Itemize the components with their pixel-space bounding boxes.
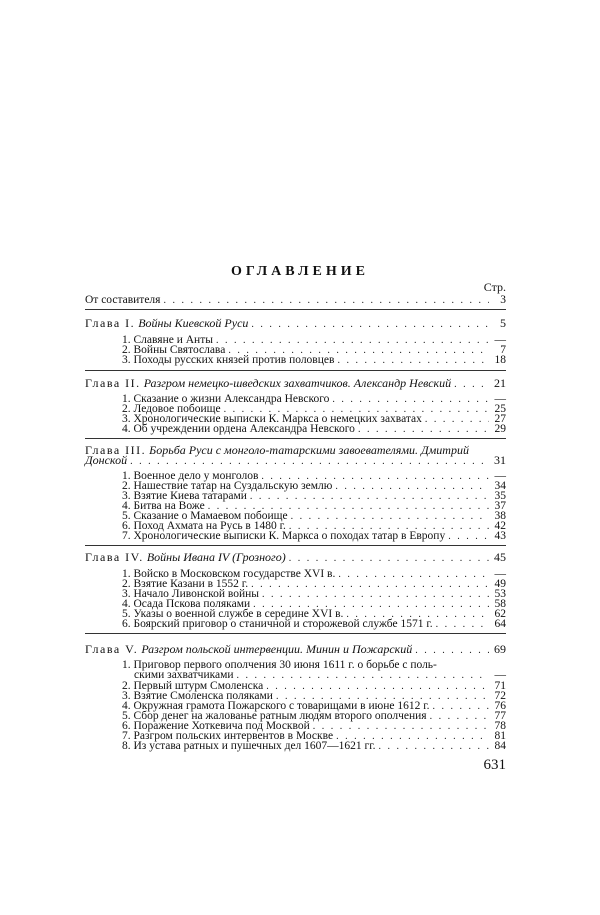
entry-text: 3. Взятие Киева татарами [122,490,247,502]
chapter-title: Войны Киевской Руси [138,316,249,330]
entry-page: — [494,393,506,405]
entry-text: 1. Войско в Московском государстве XVI в. [122,568,336,580]
chapter-heading-4[interactable] [85,550,506,564]
chapter-page: 69 [494,642,506,656]
entry-text: 1. Военное дело у монголов [122,470,259,482]
dot-leader [379,741,489,752]
entry-text: 6. Боярский приговор о станичной и сторожевой службе 1571 г. [122,618,433,630]
toc-title: ОГЛАВЛЕНИЕ [231,264,369,279]
entry-page: 84 [494,740,506,752]
entry-page: 58 [494,598,506,610]
entry-page: — [494,334,506,346]
entry-text: 6. Поражение Хоткевича под Москвой [122,720,310,732]
dot-leader [130,456,489,467]
dot-leader [289,553,489,564]
divider [85,309,506,310]
entry-text: 5. Сказание о Мамаевом побоище [122,510,288,522]
entry-text: 2. Взятие Казани в 1552 г. [122,578,249,590]
page-number: 631 [483,757,506,773]
chapter-title: Разгром немецко-шведских захватчиков. Александр Невский [143,376,452,390]
entry-text: 2. Ледовое побоище [122,403,221,415]
entry-page: 49 [494,578,506,590]
chapter-heading-5[interactable] [85,642,506,656]
dot-leader [454,379,489,390]
entry-page: 42 [494,520,506,532]
entry-page: — [494,669,506,681]
entry-text: 2. Первый штурм Смоленска [122,680,264,692]
entry-page: 72 [494,690,506,702]
chapter-page: 21 [494,376,506,390]
entry-page: 27 [494,413,506,425]
entry-text: 4. Осада Пскова поляками [122,598,251,610]
dot-leader [448,531,489,542]
entry-page: 77 [494,710,506,722]
entry-text: 1. Приговор первого ополчения 30 июня 1611 г. о борьбе с поль- [122,659,437,671]
entry-page: 76 [494,700,506,712]
entry-page: — [494,568,506,580]
dot-leader [337,355,489,366]
entry-text: 7. Разгром польских интервентов в Москве [122,730,334,742]
entry-page: 7 [500,344,506,356]
dot-leader [358,424,489,435]
dot-leader [415,645,489,656]
entry-page: 53 [494,588,506,600]
entry-page: 34 [494,480,506,492]
entry-text: 4. Окружная грамота Пожарского с товарищами в июне 1612 г. [122,700,430,712]
entry-text: 6. Поход Ахмата на Русь в 1480 г. [122,520,286,532]
entry-page: 3 [500,294,506,306]
chapter-title: Разгром польской интервенции. Минин и Пожарский [141,642,413,656]
entry-page: 71 [494,680,506,692]
chapter-prefix: Глава II. [85,376,141,390]
toc-entry[interactable] [122,423,506,437]
chapter-prefix: Глава V. [85,642,139,656]
chapter-heading-3-cont[interactable] [85,453,506,467]
chapter-title: Войны Ивана IV (Грозного) [146,550,286,564]
page-column-label: Стр. [483,280,506,294]
chapter-prefix: Глава I. [85,316,136,330]
divider [85,438,506,439]
chapter-heading-2[interactable] [85,376,506,390]
entry-page: 78 [494,720,506,732]
chapter-page: 45 [494,550,506,564]
toc-entry[interactable] [122,354,506,368]
entry-text: 1. Славяне и Анты [122,334,213,346]
entry-page: 62 [494,608,506,620]
entry-text: 2. Войны Святослава [122,344,226,356]
entry-page: 35 [494,490,506,502]
entry-page: 37 [494,500,506,512]
entry-page: 29 [494,423,506,435]
entry-page: 81 [494,730,506,742]
chapter-prefix: Глава III. [85,443,147,457]
entry-page: 64 [494,618,506,630]
entry-text: От составителя [85,294,161,306]
entry-text: 3. Взятие Смоленска поляками [122,690,273,702]
entry-text: 2. Нашествие татар на Суздальскую землю [122,480,333,492]
chapter-page: 31 [494,453,506,467]
entry-page: 38 [494,510,506,522]
chapter-prefix: Глава IV. [85,550,144,564]
entry-text: скими захватчиками [134,669,234,681]
dot-leader [251,319,489,330]
toc-entry[interactable] [122,530,506,544]
chapter-title-line1: Борьба Руси с монголо-татарскими завоевателями. Дмитрий [149,443,469,457]
entry-text: 4. Об учреждении ордена Александра Невского [122,423,355,435]
entry-page: — [494,470,506,482]
divider [85,370,506,371]
entry-page: 25 [494,403,506,415]
entry-page: 43 [494,530,506,542]
entry-text: 3. Хронологические выписки К. Маркса о немецких захватах [122,413,422,425]
entry-text: 3. Походы русских князей против половцев [122,354,335,366]
entry-text: 4. Битва на Воже [122,500,205,512]
dot-leader [163,295,489,306]
toc-entry[interactable] [122,740,506,754]
chapter-page: 5 [500,316,506,330]
chapter-heading-1[interactable] [85,316,506,330]
entry-text: 5. Указы о военной службе в середине XVI в. [122,608,344,620]
chapter-title-line2: Донской [85,453,128,467]
dot-leader [436,619,489,630]
entry-text: 3. Начало Ливонской войны [122,588,260,600]
divider [85,633,506,634]
entry-text: 8. Из устава ратных и пушечных дел 1607—1621 гг. [122,740,376,752]
entry-text: 1. Сказание о жизни Александра Невского [122,393,330,405]
entry-text: 7. Хронологические выписки К. Маркса о походах татар в Европу [122,530,446,542]
divider [85,545,506,546]
toc-entry[interactable] [122,618,506,632]
entry-page: 18 [494,354,506,366]
toc-entry-intro[interactable] [85,294,506,308]
entry-text: 5. Сбор денег на жалованье ратным людям второго ополчения [122,710,427,722]
